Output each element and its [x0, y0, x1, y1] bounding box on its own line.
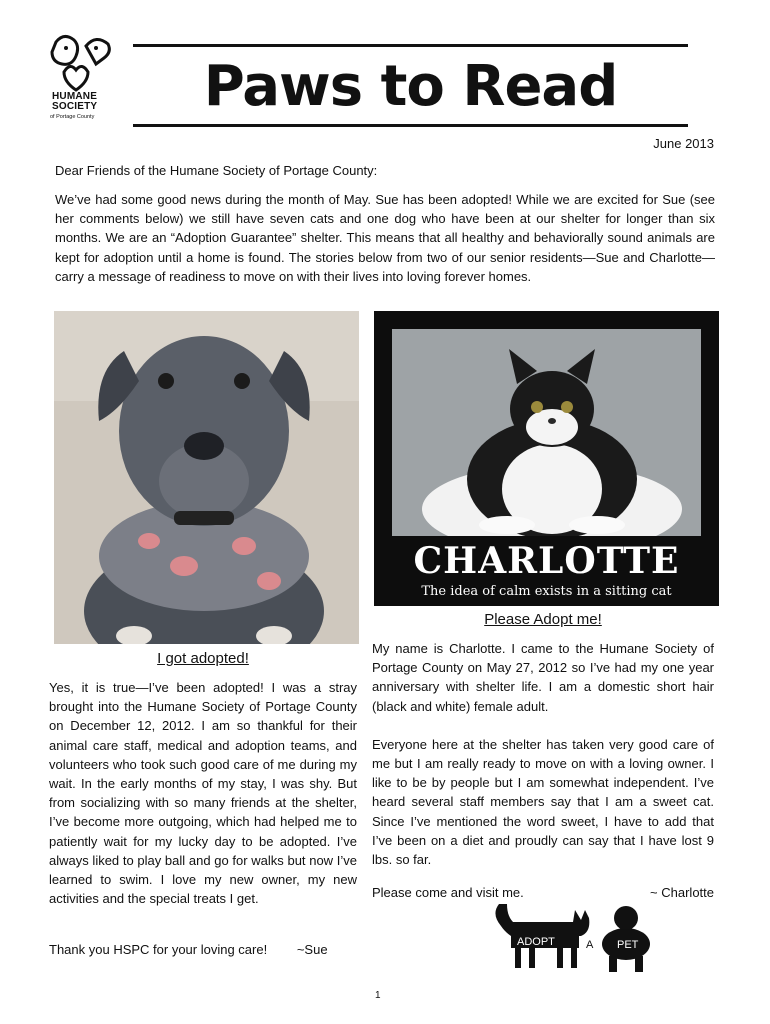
- cat-silhouette-icon: [495, 904, 589, 936]
- please-adopt-heading: Please Adopt me!: [484, 611, 602, 628]
- sue-closing: [49, 942, 328, 957]
- pet-silhouettes-icon: [46, 32, 120, 92]
- sue-signature: ~Sue: [296, 942, 328, 957]
- got-adopted-heading: I got adopted!: [157, 650, 249, 667]
- intro-paragraph: We’ve had some good news during the month of May. Sue has been adopted! While we are excited for Sue (see her comments below) we still have seven cats and one dog who have been at our shelter for longer than six months. We are an “Adoption Guarantee” shelter. This means that all healthy and behaviorally sound animals are kept for adoption until a home is found. The stories below from two of our senior residents—Sue and Charlotte—carry a message of readiness to move on with their lives into loving forever homes.: [55, 192, 715, 284]
- charlotte-para1: My name is Charlotte. I came to the Humane Society of Portage County on May 27, 2012 so I’ve had my one year anniversary with shelter life. I am a domestic short hair (black and white) female adult.: [372, 641, 714, 714]
- logo-line1: HUMANE: [52, 91, 98, 102]
- adopt-a-pet-graphic: [489, 902, 659, 974]
- charlotte-poster: [374, 311, 719, 606]
- sue-thanks: Thank you HSPC for your loving care!: [49, 942, 268, 957]
- charlotte-story: [372, 639, 714, 869]
- salutation: Dear Friends of the Humane Society of Portage County:: [55, 163, 378, 178]
- charlotte-para2: Everyone here at the shelter has taken very good care of me but I am really ready to move on with a loving owner. I like to be by people but I am somewhat independent. I’ve heard several staff members say that I am a sweet cat. Since I’ve mentioned the word sweet, I have to add that I’ve been on a diet and proudly can say that I have lost 9 lbs. so far.: [372, 736, 714, 868]
- poster-tagline: The idea of calm exists in a sitting cat: [421, 584, 672, 599]
- masthead-top-rule: [133, 44, 688, 47]
- poster-title: CHARLOTTE: [413, 540, 680, 582]
- humane-society-logo: [46, 32, 120, 124]
- pet-word: PET: [617, 939, 639, 951]
- sue-story: Yes, it is true—I’ve been adopted! I was a stray brought into the Humane Society of Portage County on December 12, 2012. I am so thankful for their animal care staff, medical and adoption teams, and volunteers who took such good care of me during my wait. In the early months of my stay, I was shy. But from socializing with so many friends at the shelter, I’ve become more outgoing, which had helped me to patiently wait for my lucky day to be adopted. I’ve always liked to play ball and go for walks but now I’ve learned to swim. I love my new owner, my new activities and the special treats I get.: [49, 680, 357, 907]
- charlotte-cat-photo: [392, 329, 701, 536]
- logo-subtitle: of Portage County: [50, 114, 95, 120]
- masthead-bottom-rule: [133, 124, 688, 127]
- adopt-word: ADOPT: [517, 936, 555, 948]
- logo-line2: SOCIETY: [52, 101, 98, 112]
- charlotte-signature: ~ Charlotte: [650, 885, 714, 900]
- page-number: 1: [375, 990, 381, 1001]
- a-word: A: [586, 939, 594, 951]
- charlotte-visit: Please come and visit me.: [372, 885, 524, 900]
- charlotte-closing: [372, 885, 714, 900]
- masthead-title: Paws to Read: [203, 54, 618, 119]
- issue-date: June 2013: [653, 136, 714, 151]
- sue-dog-photo: [54, 311, 359, 644]
